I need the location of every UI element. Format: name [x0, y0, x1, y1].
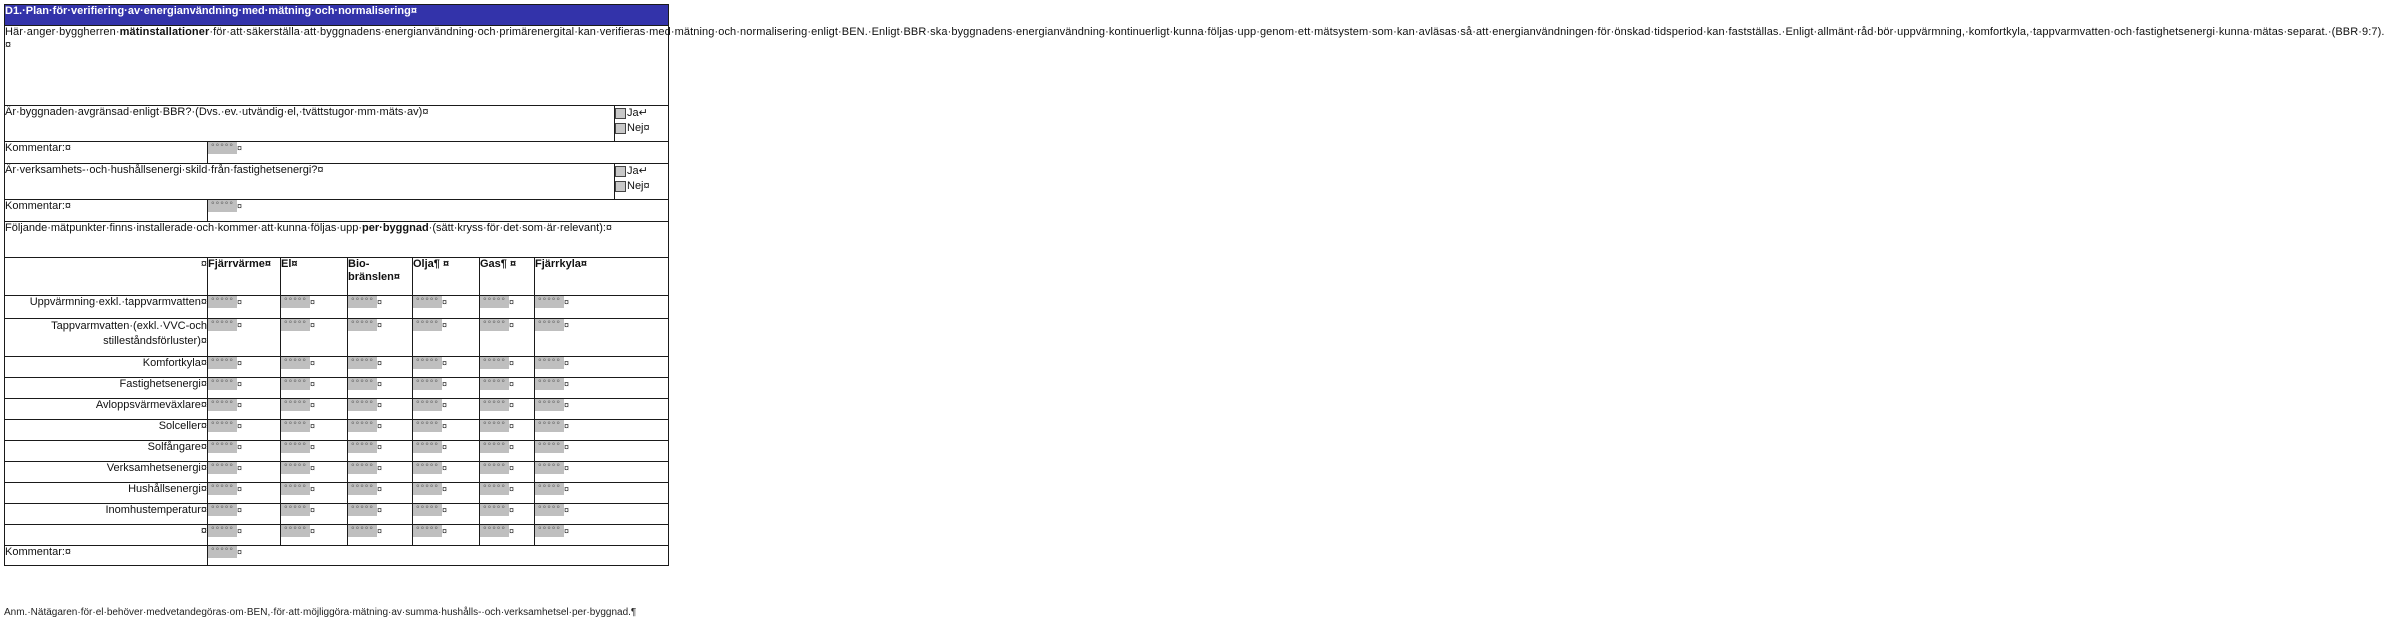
- matrix-cell: °°°°° ¤: [413, 525, 480, 546]
- matrix-cell: °°°°° ¤: [348, 525, 413, 546]
- matrix-cell: °°°°° ¤: [208, 525, 281, 546]
- matrix-input-field[interactable]: °°°°°: [348, 357, 377, 369]
- col-header-gas: Gas¶ ¤: [480, 258, 535, 296]
- matrix-cell: °°°°° ¤: [348, 357, 413, 378]
- matrix-cell: °°°°° ¤: [208, 483, 281, 504]
- comment-cell-2: °°°°° ¤: [208, 200, 669, 222]
- matrix-cell: °°°°° ¤: [413, 296, 480, 319]
- matrix-cell: °°°°° ¤: [281, 296, 348, 319]
- matrix-cell: °°°°° ¤: [480, 504, 535, 525]
- matrix-row: [5, 399, 669, 420]
- matrix-cell: °°°°° ¤: [535, 399, 669, 420]
- matrix-input-field[interactable]: °°°°°: [208, 441, 237, 453]
- matrix-input-field[interactable]: °°°°°: [480, 420, 509, 432]
- matrix-input-field[interactable]: °°°°°: [208, 357, 237, 369]
- intro-bold: mätinstallationer: [119, 26, 210, 38]
- matrix-input-field[interactable]: °°°°°: [535, 441, 564, 453]
- form-d1: [4, 4, 2385, 566]
- matrix-cell: °°°°° ¤: [480, 420, 535, 441]
- matrix-input-field[interactable]: °°°°°: [281, 441, 310, 453]
- matrix-cell: °°°°° ¤: [480, 319, 535, 357]
- matrix-input-field[interactable]: °°°°°: [281, 319, 310, 331]
- matrix-input-field[interactable]: °°°°°: [348, 525, 377, 537]
- matrix-row-label: Verksamhetsenergi¤: [5, 462, 208, 483]
- matrix-input-field[interactable]: °°°°°: [281, 296, 310, 308]
- matrix-input-field[interactable]: °°°°°: [535, 357, 564, 369]
- matrix-cell: °°°°° ¤: [348, 441, 413, 462]
- matrix-input-field[interactable]: °°°°°: [208, 420, 237, 432]
- intro-pre: Här·anger·byggherren·: [5, 26, 120, 38]
- matrix-cell: °°°°° ¤: [413, 441, 480, 462]
- matrix-input-field[interactable]: °°°°°: [413, 378, 442, 390]
- matrix-row: [5, 296, 669, 319]
- matrix-cell: °°°°° ¤: [348, 462, 413, 483]
- matrix-cell: °°°°° ¤: [413, 357, 480, 378]
- comment-label-1: Kommentar:¤: [5, 142, 208, 164]
- matrix-cell: °°°°° ¤: [535, 420, 669, 441]
- matrix-cell: °°°°° ¤: [281, 462, 348, 483]
- matrix-input-field[interactable]: °°°°°: [413, 357, 442, 369]
- matrix-input-field[interactable]: °°°°°: [348, 378, 377, 390]
- matrix-input-field[interactable]: °°°°°: [281, 504, 310, 516]
- separation-yes-checkbox[interactable]: [615, 166, 626, 177]
- matrix-row: [5, 483, 669, 504]
- matrix-input-field[interactable]: °°°°°: [535, 525, 564, 537]
- matrix-cell: °°°°° ¤: [281, 483, 348, 504]
- matrix-input-field[interactable]: °°°°°: [208, 525, 237, 537]
- matrix-corner: ¤: [5, 258, 208, 296]
- boundary-no-checkbox[interactable]: [615, 123, 626, 134]
- matrix-input-field[interactable]: °°°°°: [535, 504, 564, 516]
- matrix-row-label: Avloppsvärmeväxlare¤: [5, 399, 208, 420]
- matrix-input-field[interactable]: °°°°°: [208, 504, 237, 516]
- matrix-cell: °°°°° ¤: [208, 399, 281, 420]
- matrix-cell: °°°°° ¤: [413, 483, 480, 504]
- col-header-fjarrvarme: Fjärrvärme¤: [208, 258, 281, 296]
- matrix-cell: °°°°° ¤: [535, 483, 669, 504]
- matrix-cell: °°°°° ¤: [208, 441, 281, 462]
- matrix-input-field[interactable]: °°°°°: [208, 378, 237, 390]
- form-table: [4, 4, 2385, 566]
- matrix-input-field[interactable]: °°°°°: [480, 462, 509, 474]
- matrix-input-field[interactable]: °°°°°: [348, 504, 377, 516]
- matrix-cell: °°°°° ¤: [480, 483, 535, 504]
- matrix-input-field[interactable]: °°°°°: [480, 483, 509, 495]
- matrix-cell: °°°°° ¤: [281, 399, 348, 420]
- matrix-cell: °°°°° ¤: [480, 378, 535, 399]
- matrix-cell: °°°°° ¤: [348, 319, 413, 357]
- separation-options: [615, 164, 669, 200]
- matrix-cell: °°°°° ¤: [413, 319, 480, 357]
- matrix-body: [5, 296, 669, 546]
- matrix-cell: °°°°° ¤: [348, 420, 413, 441]
- boundary-options: [615, 106, 669, 142]
- matrix-row: [5, 441, 669, 462]
- matrix-input-field[interactable]: °°°°°: [348, 483, 377, 495]
- matrix-row: [5, 319, 669, 357]
- comment-field-3[interactable]: °°°°°: [208, 546, 237, 558]
- matrix-cell: °°°°° ¤: [208, 296, 281, 319]
- matrix-cell: °°°°° ¤: [535, 504, 669, 525]
- question-separation: Är·verksamhets-·och·hushållsenergi·skild·från·fastighetsenergi?¤: [5, 164, 615, 200]
- matrix-cell: °°°°° ¤: [208, 462, 281, 483]
- matrix-cell: °°°°° ¤: [413, 399, 480, 420]
- matrix-input-field[interactable]: °°°°°: [413, 462, 442, 474]
- matrix-input-field[interactable]: °°°°°: [535, 296, 564, 308]
- matrix-cell: °°°°° ¤: [348, 504, 413, 525]
- instr-bold: per·byggnad: [362, 222, 429, 234]
- matrix-row: [5, 504, 669, 525]
- comment-cell-3: °°°°° ¤: [208, 546, 669, 566]
- matrix-row-label: ¤: [5, 525, 208, 546]
- separation-no-label: Nej¤: [627, 180, 650, 192]
- matrix-row-label: Tappvarmvatten·(exkl.·VVC-och stilleståndsförluster)¤: [5, 319, 208, 357]
- matrix-input-field[interactable]: °°°°°: [480, 525, 509, 537]
- matrix-input-field[interactable]: °°°°°: [480, 378, 509, 390]
- comment-label-2: Kommentar:¤: [5, 200, 208, 222]
- matrix-cell: °°°°° ¤: [413, 504, 480, 525]
- matrix-input-field[interactable]: °°°°°: [208, 462, 237, 474]
- matrix-input-field[interactable]: °°°°°: [413, 296, 442, 308]
- matrix-cell: °°°°° ¤: [535, 319, 669, 357]
- matrix-row-label: Inomhustemperatur¤: [5, 504, 208, 525]
- matrix-cell: °°°°° ¤: [535, 357, 669, 378]
- matrix-input-field[interactable]: °°°°°: [348, 441, 377, 453]
- measurement-instructions: [5, 222, 669, 258]
- matrix-cell: °°°°° ¤: [348, 483, 413, 504]
- matrix-row-label: Komfortkyla¤: [5, 357, 208, 378]
- col-header-el: El¤: [281, 258, 348, 296]
- matrix-row-label: Uppvärmning·exkl.·tappvarmvatten¤: [5, 296, 208, 319]
- matrix-input-field[interactable]: °°°°°: [208, 483, 237, 495]
- matrix-cell: °°°°° ¤: [413, 378, 480, 399]
- comment-field-2[interactable]: °°°°°: [208, 200, 237, 212]
- boundary-yes-label: Ja↵: [627, 107, 648, 119]
- footnote: Anm.·Nätägaren·för·el·behöver·medvetandegöras·om·BEN,·för·att·möjliggöra·mätning·av·summa·hushålls-·och·verksamhetsel·per·byggnad.¶: [4, 607, 637, 618]
- matrix-cell: °°°°° ¤: [208, 420, 281, 441]
- col-header-bio: Bio-bränslen¤: [348, 258, 413, 296]
- matrix-row: [5, 378, 669, 399]
- matrix-input-field[interactable]: °°°°°: [535, 399, 564, 411]
- matrix-input-field[interactable]: °°°°°: [348, 462, 377, 474]
- matrix-input-field[interactable]: °°°°°: [348, 296, 377, 308]
- matrix-row: [5, 420, 669, 441]
- matrix-row: [5, 525, 669, 546]
- matrix-row: [5, 357, 669, 378]
- matrix-input-field[interactable]: °°°°°: [281, 462, 310, 474]
- matrix-cell: °°°°° ¤: [480, 525, 535, 546]
- question-boundary: Är·byggnaden·avgränsad·enligt·BBR?·(Dvs.·ev.·utvändig·el,·tvättstugor·mm·mäts·av)¤: [5, 106, 615, 142]
- matrix-cell: °°°°° ¤: [480, 399, 535, 420]
- matrix-input-field[interactable]: °°°°°: [281, 378, 310, 390]
- separation-yes-label: Ja↵: [627, 165, 648, 177]
- matrix-row-label: Solfångare¤: [5, 441, 208, 462]
- matrix-input-field[interactable]: °°°°°: [208, 296, 237, 308]
- matrix-cell: °°°°° ¤: [480, 462, 535, 483]
- matrix-cell: °°°°° ¤: [348, 296, 413, 319]
- matrix-input-field[interactable]: °°°°°: [413, 441, 442, 453]
- matrix-input-field[interactable]: °°°°°: [413, 420, 442, 432]
- matrix-input-field[interactable]: °°°°°: [348, 420, 377, 432]
- separation-no-checkbox[interactable]: [615, 181, 626, 192]
- matrix-cell: °°°°° ¤: [480, 441, 535, 462]
- matrix-cell: °°°°° ¤: [535, 441, 669, 462]
- matrix-cell: °°°°° ¤: [281, 441, 348, 462]
- matrix-input-field[interactable]: °°°°°: [535, 378, 564, 390]
- matrix-input-field[interactable]: °°°°°: [480, 357, 509, 369]
- matrix-input-field[interactable]: °°°°°: [480, 441, 509, 453]
- matrix-input-field[interactable]: °°°°°: [480, 296, 509, 308]
- col-header-olja: Olja¶ ¤: [413, 258, 480, 296]
- matrix-input-field[interactable]: °°°°°: [535, 462, 564, 474]
- matrix-row-label: Fastighetsenergi¤: [5, 378, 208, 399]
- instr-post: ·(sätt·kryss·för·det·som·är·relevant):¤: [428, 222, 613, 234]
- matrix-input-field[interactable]: °°°°°: [281, 420, 310, 432]
- matrix-input-field[interactable]: °°°°°: [348, 319, 377, 331]
- matrix-cell: °°°°° ¤: [535, 296, 669, 319]
- matrix-cell: °°°°° ¤: [281, 420, 348, 441]
- matrix-cell: °°°°° ¤: [535, 378, 669, 399]
- matrix-cell: °°°°° ¤: [348, 399, 413, 420]
- matrix-cell: °°°°° ¤: [281, 525, 348, 546]
- matrix-input-field[interactable]: °°°°°: [348, 399, 377, 411]
- matrix-input-field[interactable]: °°°°°: [413, 399, 442, 411]
- matrix-cell: °°°°° ¤: [413, 420, 480, 441]
- matrix-cell: °°°°° ¤: [480, 296, 535, 319]
- matrix-input-field[interactable]: °°°°°: [281, 399, 310, 411]
- matrix-cell: °°°°° ¤: [208, 319, 281, 357]
- matrix-input-field[interactable]: °°°°°: [480, 399, 509, 411]
- matrix-row-label: Solceller¤: [5, 420, 208, 441]
- matrix-input-field[interactable]: °°°°°: [208, 319, 237, 331]
- matrix-cell: °°°°° ¤: [281, 319, 348, 357]
- matrix-cell: °°°°° ¤: [208, 378, 281, 399]
- intro-post: ·för·att·säkerställa·att·byggnadens·energianvändning·och·primärenergital·kan·verifieras·med·mätning·och·normalisering·enligt·BEN.·Enligt·BBR·ska·byggnadens·energianvändning·kontinuerligt·kunna·följas·upp·genom·ett·mätsystem·som·kan·avläsas·så·att·energianvändningen·för·önskad·tidsperiod·kan·fastställas.·Enligt·allmänt·råd·bör·uppvärmning,·komfortkyla,·tappvarmvatten·och·fastighetsenergi·kunna·mätas·separat.·(BBR·9:7).¤: [5, 26, 2385, 51]
- matrix-input-field[interactable]: °°°°°: [413, 525, 442, 537]
- matrix-input-field[interactable]: °°°°°: [535, 483, 564, 495]
- matrix-input-field[interactable]: °°°°°: [480, 319, 509, 331]
- comment-cell-1: °°°°° ¤: [208, 142, 669, 164]
- matrix-cell: °°°°° ¤: [535, 462, 669, 483]
- matrix-input-field[interactable]: °°°°°: [413, 319, 442, 331]
- matrix-input-field[interactable]: °°°°°: [535, 319, 564, 331]
- boundary-no-label: Nej¤: [627, 122, 650, 134]
- matrix-cell: °°°°° ¤: [348, 378, 413, 399]
- matrix-input-field[interactable]: °°°°°: [208, 399, 237, 411]
- matrix-row-label: Hushållsenergi¤: [5, 483, 208, 504]
- intro-text: [5, 26, 2385, 106]
- matrix-cell: °°°°° ¤: [281, 504, 348, 525]
- matrix-cell: °°°°° ¤: [480, 357, 535, 378]
- matrix-cell: °°°°° ¤: [281, 357, 348, 378]
- matrix-input-field[interactable]: °°°°°: [281, 483, 310, 495]
- matrix-cell: °°°°° ¤: [535, 525, 669, 546]
- matrix-input-field[interactable]: °°°°°: [413, 483, 442, 495]
- matrix-input-field[interactable]: °°°°°: [413, 504, 442, 516]
- matrix-input-field[interactable]: °°°°°: [281, 357, 310, 369]
- matrix-cell: °°°°° ¤: [281, 378, 348, 399]
- matrix-header-row: [5, 258, 669, 296]
- matrix-input-field[interactable]: °°°°°: [480, 504, 509, 516]
- instr-pre: Följande·mätpunkter·finns·installerade·och·kommer·att·kunna·följas·upp·: [5, 222, 363, 234]
- matrix-cell: °°°°° ¤: [413, 462, 480, 483]
- matrix-cell: °°°°° ¤: [208, 357, 281, 378]
- comment-label-3: Kommentar:¤: [5, 546, 208, 566]
- matrix-input-field[interactable]: °°°°°: [535, 420, 564, 432]
- matrix-input-field[interactable]: °°°°°: [281, 525, 310, 537]
- matrix-cell: °°°°° ¤: [208, 504, 281, 525]
- section-title: D1.·Plan·för·verifiering·av·energianvändning·med·mätning·och·normalisering¤: [5, 5, 669, 26]
- comment-field-1[interactable]: °°°°°: [208, 142, 237, 154]
- matrix-row: [5, 462, 669, 483]
- boundary-yes-checkbox[interactable]: [615, 108, 626, 119]
- col-header-fjarrkyla: Fjärrkyla¤: [535, 258, 669, 296]
